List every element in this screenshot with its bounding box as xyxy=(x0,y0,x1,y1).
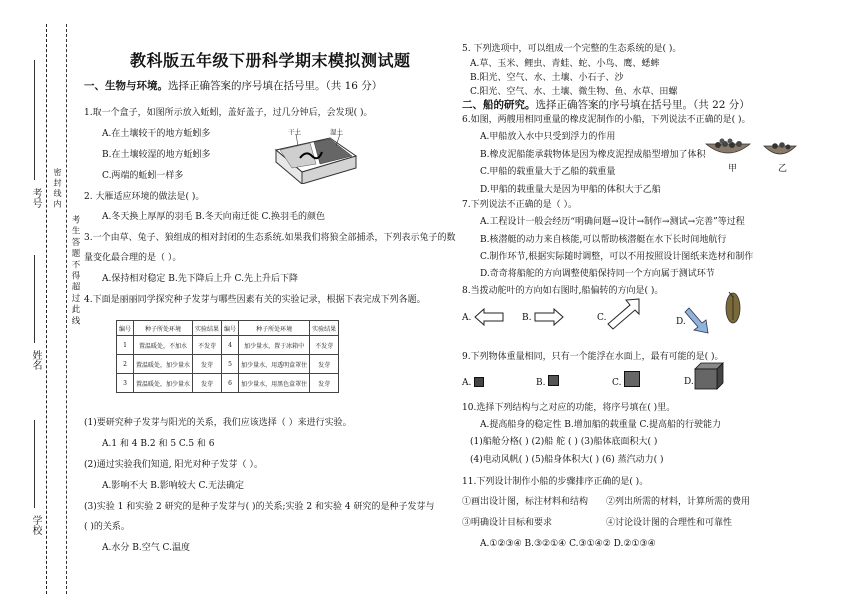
q5-option-c: C.阳光、空气、水、土壤、微生物、鱼、水草、田螺 xyxy=(470,87,678,97)
q6-option-a: A.甲船放入水中只受到浮力的作用 xyxy=(480,132,616,142)
q7-stem: 7.下列说法不正确的是（ ）。 xyxy=(462,200,577,210)
q4-sub3-options: A.水分 B.空气 C.温度 xyxy=(102,543,190,553)
q6-option-b: B.橡皮泥船能承载物体是因为橡皮泥捏成船型增加了体积 xyxy=(480,150,706,160)
table-header-cell: 编号 xyxy=(222,321,239,336)
rudder-boat-icon xyxy=(724,290,742,326)
q11-stem: 11.下列设计制作小船的步骤排序正确的是( )。 xyxy=(462,477,649,487)
q3-stem-line1: 3.一个由草、兔子、狼组成的相对封闭的生态系统.如果我们将狼全部捕杀，下列表示兔子的数 xyxy=(84,233,456,243)
cube-small-a xyxy=(474,377,484,387)
q10-stem: 10.选择下列结构与之对应的功能，将序号填在( )里。 xyxy=(462,403,676,413)
table-cell: 5 xyxy=(222,355,239,374)
q4-sub2-options: A.影响不大 B.影响较大 C.无法确定 xyxy=(102,481,244,491)
q11-step2: ②列出所需的材料，计算所需的费用 xyxy=(606,497,751,507)
q7-option-b: B.核潜艇的动力来自核能,可以帮助核潜艇在水下长时间地航行 xyxy=(480,235,727,245)
fig-yi-label: 乙 xyxy=(778,164,788,174)
seal-warning: 考 生 答 题 不 得 超 过 此 线 xyxy=(70,215,80,325)
q6-option-d: D.甲船的载重量大是因为甲船的体积大于乙船 xyxy=(480,185,661,195)
q8-stem: 8.当拨动舵叶的方向如右图时,船偏转的方向是( )。 xyxy=(462,286,664,296)
q6-stem: 6.如图，两艘用相同重量的橡皮泥制作的小船，下列说法不正确的是( )。 xyxy=(462,115,751,125)
arrow-up-right-icon xyxy=(606,298,640,330)
q11-step4: ④讨论设计图的合理性和可靠性 xyxy=(606,518,733,528)
seed-experiment-table xyxy=(116,320,339,393)
q11-options: A.①②③④ B.③②①④ C.③①④② D.②①③④ xyxy=(480,539,656,549)
table-cell: 6 xyxy=(222,374,239,393)
q9-label-b: B. xyxy=(536,378,546,388)
cube-small-b xyxy=(548,375,559,386)
table-cell: 置温暖处，加少量水 xyxy=(134,355,193,374)
q10-functions: A.提高船身的稳定性 B.增加船的载重量 C.提高船的行驶能力 xyxy=(480,420,721,430)
school-line xyxy=(34,420,35,508)
q4-stem: 4.下面是丽丽同学探究种子发芽与哪些因素有关的实验记录，根据下表完成下列各题。 xyxy=(84,295,426,305)
table-cell: 4 xyxy=(222,336,239,355)
fig-wet-soil-label: 湿土 xyxy=(330,128,343,136)
fig-dry-soil-label: 干土 xyxy=(288,128,301,136)
q9-stem: 9.下列物体重量相同，只有一个能浮在水面上，最有可能的是( )。 xyxy=(462,352,724,362)
seal-line-label: 密 封 线 内 xyxy=(53,168,62,208)
table-cell: 不发芽 xyxy=(193,336,222,355)
table-row xyxy=(117,336,339,355)
q8-label-c: C. xyxy=(597,313,607,323)
table-header-cell: 编号 xyxy=(117,321,134,336)
q5-stem: 5. 下列选项中，可以组成一个完整的生态系统的是( )。 xyxy=(462,44,682,54)
cube-medium-c xyxy=(624,371,640,387)
q4-sub3-line1: (3)实验 1 和实验 2 研究的是种子发芽与( )的关系;实验 2 和实验 4 研究的是种子发芽与 xyxy=(84,502,435,512)
table-cell: 发芽 xyxy=(193,374,222,393)
table-cell: 置温暖处，不加水 xyxy=(134,336,193,355)
table-header-cell: 实验结果 xyxy=(310,321,339,336)
part2-heading: 二、船的研究。选择正确答案的序号填在括号里。（共 22 分） xyxy=(462,99,750,111)
earthworm-box-figure xyxy=(270,128,360,184)
page-title: 教科版五年级下册科学期末模拟测试题 xyxy=(130,51,411,70)
table-row xyxy=(117,355,339,374)
table-header-row xyxy=(117,321,339,336)
q4-sub1-options: A.1 和 4 B.2 和 5 C.5 和 6 xyxy=(102,439,215,449)
table-cell: 加少量水，置于冰箱中 xyxy=(239,336,310,355)
q1-option-c: C.两端的蚯蚓一样多 xyxy=(102,171,184,181)
q8-label-b: B. xyxy=(522,313,532,323)
table-cell: 发芽 xyxy=(310,355,339,374)
table-cell: 2 xyxy=(117,355,134,374)
q7-option-d: D.奇奇将船舵的方向调整使船保持同一个方向属于测试环节 xyxy=(480,269,715,279)
arrow-down-right-icon xyxy=(684,306,710,334)
q9-label-c: C. xyxy=(612,378,622,388)
q4-sub3-line2: ( )的关系。 xyxy=(84,522,130,532)
name-label: 姓名 xyxy=(30,350,41,370)
table-cell: 不发芽 xyxy=(310,336,339,355)
clay-boat-jia-figure xyxy=(704,138,752,160)
q1-stem: 1.取一个盒子，如图所示放入蚯蚓，盖好盖子，过几分钟后，会发现( )。 xyxy=(84,108,373,118)
seal-dashed-line-inner xyxy=(46,24,47,594)
table-header-cell: 种子所处环境 xyxy=(134,321,193,336)
clay-boat-yi-figure xyxy=(762,140,798,160)
q1-option-b: B.在土壤较湿的地方蚯蚓多 xyxy=(102,150,211,160)
table-cell: 加少量水，用黑色盒罩住 xyxy=(239,374,310,393)
arrow-right-icon xyxy=(534,308,564,326)
q10-row1: (1)船舱分格( ) (2)船 舵 ( ) (3)船体底面积大( ) xyxy=(470,437,658,447)
q5-option-b: B.阳光、空气、水、土壤、小石子、沙 xyxy=(470,73,624,83)
table-header-cell: 种子所处环境 xyxy=(239,321,310,336)
q9-label-d: D. xyxy=(684,377,694,387)
q7-option-a: A.工程设计一般会经历“明确问题→设计→制作→测试→完善”等过程 xyxy=(480,217,745,227)
q6-option-c: C.甲船的载重量大于乙船的载重量 xyxy=(480,167,616,177)
q4-sub2: (2)通过实验我们知道, 阳光对种子发芽（ ）。 xyxy=(84,460,263,470)
table-cell: 3 xyxy=(117,374,134,393)
cube-large-d xyxy=(694,362,724,390)
q3-options: A.保持相对稳定 B.先下降后上升 C.先上升后下降 xyxy=(102,274,298,284)
name-line xyxy=(34,255,35,343)
q2-stem: 2. 大雁适应环境的做法是( )。 xyxy=(84,192,205,202)
q1-option-a: A.在土壤较干的地方蚯蚓多 xyxy=(102,129,211,139)
exam-no-line xyxy=(34,60,35,180)
arrow-left-icon xyxy=(474,308,504,326)
table-cell: 发芽 xyxy=(310,374,339,393)
q8-label-a: A. xyxy=(462,313,472,323)
q5-option-a: A.草、玉米、鲤虫、青蛙、蛇、小鸟、鹰、蟋蟀 xyxy=(470,59,660,69)
q10-row2: (4)电动风帆( ) (5)船身体积大( ) (6) 蒸汽动力( ) xyxy=(470,455,664,465)
school-label: 学校 xyxy=(30,515,41,535)
q11-step1: ①画出设计图，标注材料和结构 xyxy=(462,497,589,507)
q11-step3: ③明确设计目标和要求 xyxy=(462,518,553,528)
table-cell: 1 xyxy=(117,336,134,355)
q9-label-a: A. xyxy=(462,378,472,388)
table-cell: 置温暖处，加少量水 xyxy=(134,374,193,393)
table-cell: 加少量水，用透明盒罩住 xyxy=(239,355,310,374)
q4-sub1: (1)要研究种子发芽与阳光的关系，我们应该选择（ ）来进行实验。 xyxy=(84,418,352,428)
seal-dashed-line-outer xyxy=(66,24,67,594)
q2-options: A.冬天换上厚厚的羽毛 B.冬天向南迁徙 C.换羽毛的颜色 xyxy=(102,212,325,222)
q7-option-c: C.制作环节,根据实际随时调整，可以不用按照设计图纸来选材和制作 xyxy=(480,252,754,262)
q3-stem-line2: 量变化最合理的是（ ）。 xyxy=(84,253,182,263)
part1-heading: 一、生物与环境。选择正确答案的序号填在括号里。（共 16 分） xyxy=(84,80,383,92)
exam-no-label: 考号 xyxy=(30,188,41,208)
fig-jia-label: 甲 xyxy=(728,164,738,174)
table-header-cell: 实验结果 xyxy=(193,321,222,336)
table-row xyxy=(117,374,339,393)
q8-label-d: D. xyxy=(676,317,686,327)
table-cell: 发芽 xyxy=(193,355,222,374)
